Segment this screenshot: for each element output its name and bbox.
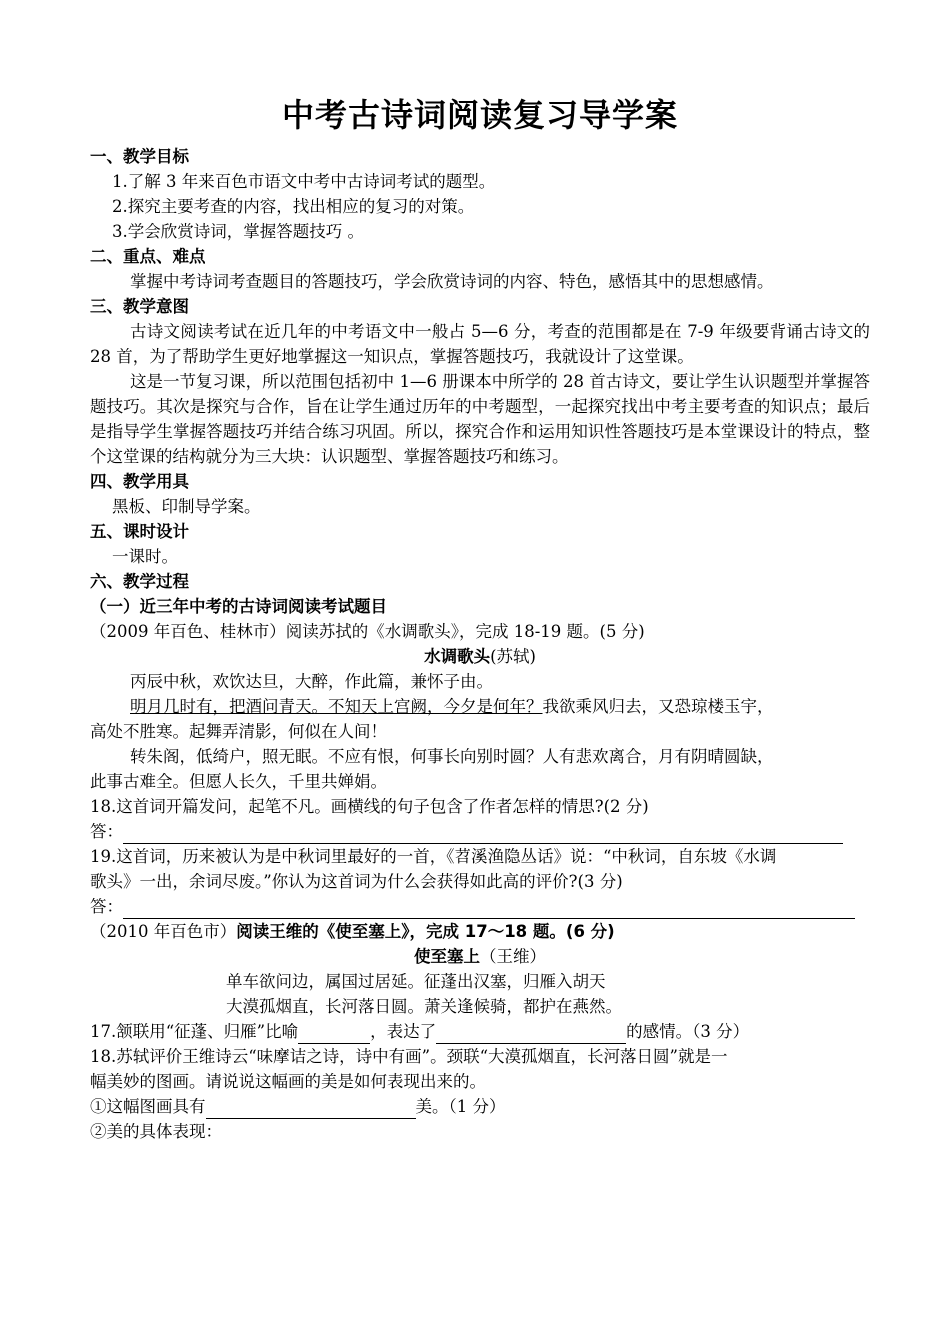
- exam-2009-intro: （2009 年百色、桂林市）阅读苏拭的《水调歌头》，完成 18-19 题。(5 分): [90, 622, 645, 641]
- subsection-heading-exams: （一）近三年中考的古诗词阅读考试题目: [90, 597, 387, 616]
- poem-title-shizhisaishang: [90, 944, 870, 969]
- poem-line-1: 单车欲问边，属国过居延。征蓬出汉塞，归雁入胡天: [226, 972, 606, 991]
- answer-blank[interactable]: [436, 1025, 626, 1044]
- poem-stanza-2: 转朱阁，低绮户，照无眠。不应有恨，何事长向别时圆？人有悲欢离合，月有阴晴圆缺，: [130, 747, 774, 766]
- document-page: [90, 92, 870, 1144]
- section-heading-schedule: 五、课时设计: [90, 522, 189, 541]
- question-text: 美。（1 分）: [415, 1097, 506, 1116]
- answer-label: 答：: [90, 822, 123, 841]
- verse-text: 我欲乘风归去，又恐琼楼玉宇，: [542, 697, 774, 716]
- answer-line-19: [90, 894, 870, 919]
- question-text: 17.颔联用“征蓬、归雁”比喻: [90, 1022, 299, 1041]
- poem-author: （王维）: [480, 947, 546, 966]
- goal-item: 3.学会欣赏诗词，掌握答题技巧 。: [112, 222, 364, 241]
- poem-preface: 丙辰中秋，欢饮达旦，大醉，作此篇，兼怀子由。: [130, 672, 493, 691]
- section-heading-tools: 四、教学用具: [90, 472, 189, 491]
- answer-blank[interactable]: [123, 825, 843, 844]
- goal-item: 1.了解 3 年来百色市语文中考中古诗词考试的题型。: [112, 172, 496, 191]
- sub-question-1: [90, 1094, 870, 1119]
- question-19-2009: 19.这首词，历来被认为是中秋词里最好的一首，《苕溪渔隐丛话》说：“中秋词，自东坡《水调: [90, 847, 777, 866]
- answer-blank[interactable]: [206, 1100, 416, 1119]
- poem-stanza-2-cont: 此事古难全。但愿人长久，千里共婵娟。: [90, 772, 387, 791]
- question-text: ，表达了: [370, 1022, 437, 1041]
- question-18-2009: 18.这首词开篇发问，起笔不凡。画横线的句子包含了作者怎样的情思?(2 分): [90, 797, 649, 816]
- poem-stanza-1-cont: 高处不胜寒。起舞弄清影，何似在人间！: [90, 722, 387, 741]
- poem-title: 水调歌头: [424, 647, 491, 666]
- poem-line-2: 大漠孤烟直，长河落日圆。萧关逢候骑，都护在燕然。: [226, 997, 622, 1016]
- goal-item: 2.探究主要考查的内容，找出相应的复习的对策。: [112, 197, 475, 216]
- poem-stanza-1: [90, 694, 870, 719]
- key-points-text: 掌握中考诗词考查题目的答题技巧，学会欣赏诗词的内容、特色，感悟其中的思想感情。: [130, 272, 774, 291]
- exam-source: （2010 年百色市）: [90, 922, 237, 941]
- exam-instruction: 阅读王维的《使至塞上》，完成 17～18 题。(6 分): [236, 922, 615, 941]
- poem-title: 使至塞上: [414, 947, 480, 966]
- question-text: ①这幅图画具有: [90, 1097, 206, 1116]
- section-heading-goals: 一、教学目标: [90, 147, 189, 166]
- question-17-2010: [90, 1019, 870, 1044]
- question-19-2009-cont: 歌头》一出，余词尽废。”你认为这首词为什么会获得如此高的评价?(3 分): [90, 872, 623, 891]
- answer-label: 答：: [90, 897, 123, 916]
- answer-blank[interactable]: [298, 1025, 370, 1044]
- question-18-2010-cont: 幅美妙的图画。请说说这幅画的美是如何表现出来的。: [90, 1072, 486, 1091]
- intent-paragraph-2: 这是一节复习课，所以范围包括初中 1—6 册课本中所学的 28 首古诗文，要让学生认识题型并掌握答题技巧。其次是探究与合作，旨在让学生通过历年的中考题型，一起探究找出中考主要考查的知识点；最后是指导学生掌握答题技巧并结合练习巩固。所以，探究合作和运用知识性答题技巧是本堂课设计的特点，整个这堂课的结构就分为三大块：认识题型、掌握答题技巧和练习。: [90, 372, 870, 466]
- tools-text: 黑板、印制导学案。: [112, 497, 261, 516]
- section-heading-intent: 三、教学意图: [90, 297, 189, 316]
- poem-author: (苏轼): [490, 647, 536, 666]
- exam-2010-intro: [90, 919, 870, 944]
- section-heading-process: 六、教学过程: [90, 572, 189, 591]
- document-title: 中考古诗词阅读复习导学案: [281, 96, 678, 134]
- answer-blank[interactable]: [123, 900, 855, 919]
- question-18-2010: 18.苏轼评价王维诗云“味摩诘之诗，诗中有画”。颈联“大漠孤烟直，长河落日圆”就是一: [90, 1047, 728, 1066]
- schedule-text: 一课时。: [112, 547, 178, 566]
- answer-line-18: [90, 819, 870, 844]
- poem-title-shuidiao: [90, 644, 870, 669]
- sub-question-2: ②美的具体表现：: [90, 1122, 222, 1141]
- intent-paragraph-1: 古诗文阅读考试在近几年的中考语文中一般占 5—6 分，考查的范围都是在 7-9 年级要背诵古诗文的 28 首，为了帮助学生更好地掌握这一知识点，掌握答题技巧，我就设计了这堂课。: [90, 322, 870, 366]
- underlined-verse: 明月几时有，把酒问青天。不知天上宫阙，今夕是何年？: [130, 697, 543, 716]
- question-text: 的感情。（3 分）: [626, 1022, 750, 1041]
- section-heading-key-points: 二、重点、难点: [90, 247, 206, 266]
